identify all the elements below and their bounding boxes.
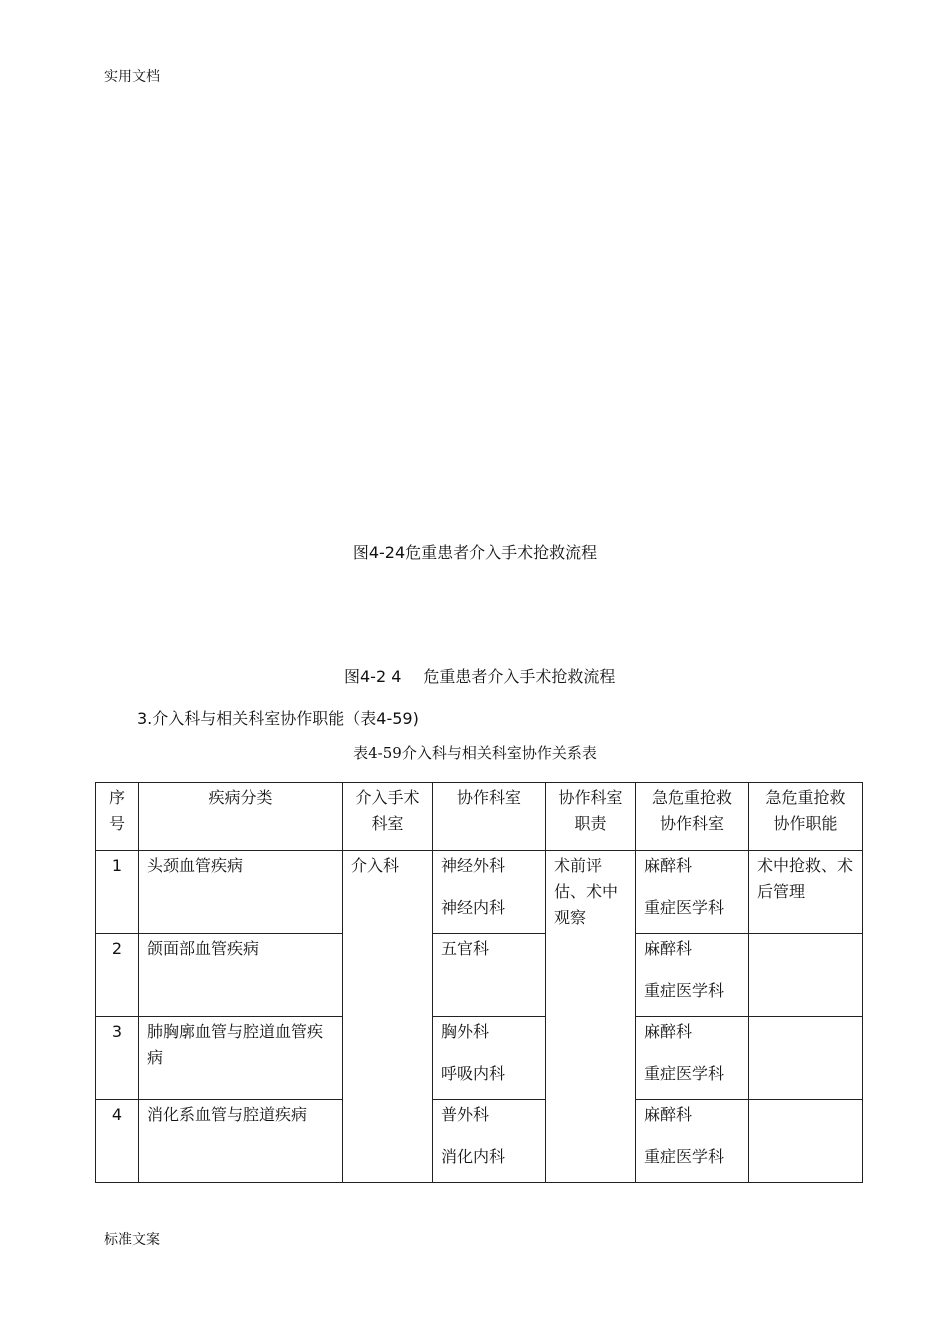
row-disease: 消化系血管与腔道疾病: [139, 1100, 343, 1183]
row-emergency-depts: 麻醉科 重症医学科: [636, 934, 749, 1017]
row-collab-depts: 神经外科 神经内科: [433, 851, 546, 934]
row-emergency-depts: 麻醉科 重症医学科: [636, 851, 749, 934]
header-collab-dept: 协作科室: [433, 783, 546, 851]
interventional-dept-cell: 介入科: [343, 851, 433, 1183]
collaboration-table: [95, 782, 863, 1183]
row-seq: 2: [96, 934, 139, 1017]
row-seq: 1: [96, 851, 139, 934]
header-disease: 疾病分类: [139, 783, 343, 851]
table-caption: 表4-59介入科与相关科室协作关系表: [353, 744, 597, 762]
header-emergency-func: 急危重抢救 协作职能: [749, 783, 863, 851]
row-seq: 4: [96, 1100, 139, 1183]
table-row: [96, 1100, 863, 1183]
page-footer: 标准文案: [104, 1232, 160, 1248]
row-emergency-func: [749, 934, 863, 1017]
figure-number: 图4-2 4: [344, 667, 402, 686]
row-emergency-depts: 麻醉科 重症医学科: [636, 1100, 749, 1183]
row-disease: 头颈血管疾病: [139, 851, 343, 934]
collab-duty-cell: 术前评 估、术中 观察: [546, 851, 636, 1183]
row-collab-depts: 普外科 消化内科: [433, 1100, 546, 1183]
row-emergency-func: [749, 1017, 863, 1100]
header-interventional-dept: 介入手术 科室: [343, 783, 433, 851]
row-seq: 3: [96, 1017, 139, 1100]
header-collab-duty: 协作科室 职责: [546, 783, 636, 851]
figure-caption-secondary: [344, 664, 615, 687]
row-collab-depts: 五官科: [433, 934, 546, 1017]
row-emergency-depts: 麻醉科 重症医学科: [636, 1017, 749, 1100]
figure-title: 危重患者介入手术抢救流程: [423, 667, 616, 686]
table-row: [96, 1017, 863, 1100]
row-disease: 肺胸廓血管与腔道血管疾 病: [139, 1017, 343, 1100]
figure-caption-primary: 图4-24危重患者介入手术抢救流程: [352, 543, 598, 562]
row-emergency-func: [749, 1100, 863, 1183]
row-disease: 颌面部血管疾病: [139, 934, 343, 1017]
table-header-row: [96, 783, 863, 851]
table-row: [96, 934, 863, 1017]
header-seq: 序 号: [96, 783, 139, 851]
section-heading: 3.介入科与相关科室协作职能（表4-59): [137, 709, 419, 728]
table-row: [96, 851, 863, 934]
header-emergency-dept: 急危重抢救 协作科室: [636, 783, 749, 851]
row-emergency-func: 术中抢救、术 后管理: [749, 851, 863, 934]
page-header: 实用文档: [104, 69, 160, 85]
row-collab-depts: 胸外科 呼吸内科: [433, 1017, 546, 1100]
